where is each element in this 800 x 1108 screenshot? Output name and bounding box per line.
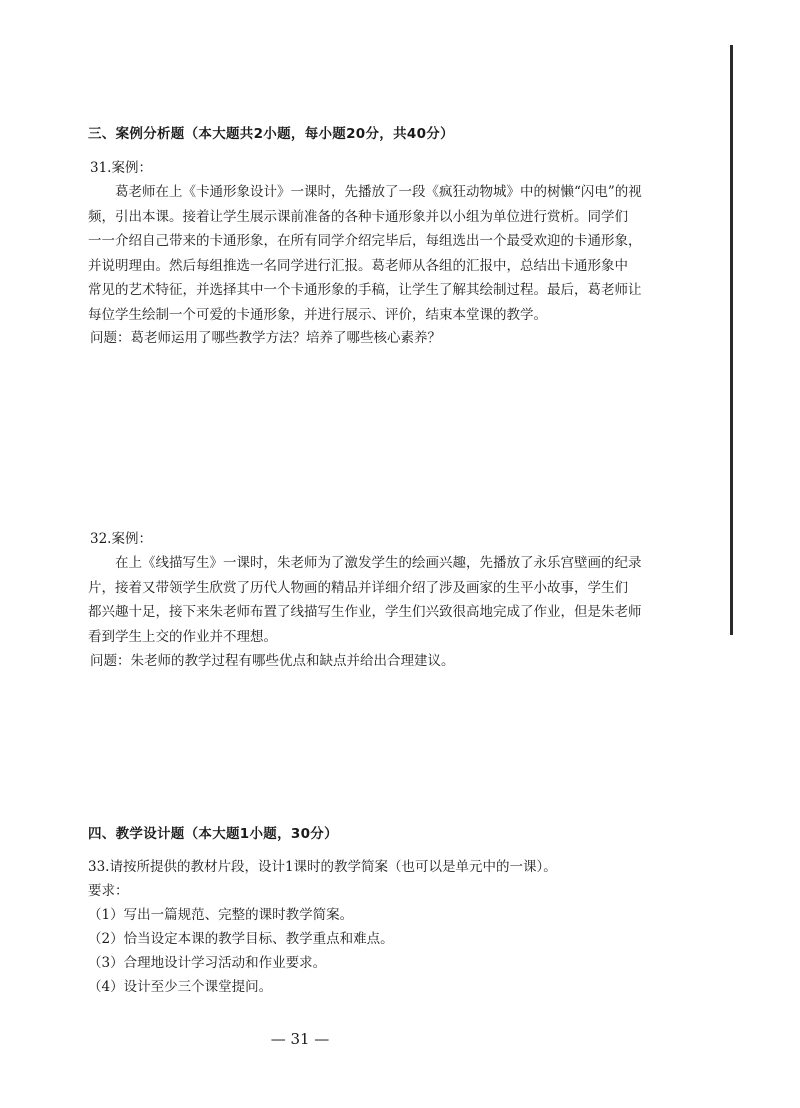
q32-line-2: 片，接着又带领学生欣赏了历代人物画的精品并详细介绍了涉及画家的生平小故事，学生们 — [88, 579, 628, 596]
scan-margin-line — [730, 45, 733, 635]
q33-requirement-3: （3）合理地设计学习活动和作业要求。 — [88, 955, 327, 971]
q31-line-1: 葛老师在上《卡通形象设计》一课时，先播放了一段《疯狂动物城》中的树懒“闪电”的视 — [115, 184, 642, 200]
q33-requirement-1: （1）写出一篇规范、完整的课时教学简案。 — [88, 907, 354, 923]
q32-question: 问题：朱老师的教学过程有哪些优点和缺点并给出合理建议。 — [90, 653, 455, 669]
q33-requirement-2: （2）恰当设定本课的教学目标、教学重点和难点。 — [88, 931, 394, 947]
q33-requirement-4: （4）设计至少三个课堂提问。 — [88, 979, 273, 995]
q32-case-text — [88, 551, 684, 649]
q32-label: 32.案例： — [90, 531, 152, 547]
q32-line-1: 在上《线描写生》一课时，朱老师为了激发学生的绘画兴趣，先播放了永乐宫壁画的纪录 — [115, 555, 642, 571]
q31-line-6: 每位学生绘制一个可爱的卡通形象，并进行展示、评价，结束本堂课的教学。 — [88, 306, 547, 323]
q31-line-2: 频，引出本课。接着让学生展示课前准备的各种卡通形象并以小组为单位进行赏析。同学们 — [88, 208, 628, 225]
q33-requirements-label: 要求： — [88, 883, 129, 899]
section-3-heading: 三、案例分析题（本大题共2小题，每小题20分，共40分） — [88, 126, 454, 142]
q31-line-5: 常见的艺术特征，并选择其中一个卡通形象的手稿，让学生了解其绘制过程。最后，葛老师让 — [88, 282, 642, 298]
q31-question: 问题：葛老师运用了哪些教学方法？培养了哪些核心素养？ — [90, 330, 441, 346]
q31-case-text — [88, 180, 684, 327]
q31-label: 31.案例： — [90, 160, 152, 176]
q33-prompt: 33.请按所提供的教材片段，设计1课时的教学简案（也可以是单元中的一课）。 — [88, 859, 557, 875]
q32-line-4: 看到学生上交的作业并不理想。 — [88, 628, 277, 645]
section-4-heading: 四、教学设计题（本大题1小题，30分） — [88, 826, 338, 842]
q32-line-3: 都兴趣十足，接下来朱老师布置了线描写生作业，学生们兴致很高地完成了作业，但是朱老师 — [88, 604, 642, 620]
page-number: — 31 — — [270, 1030, 330, 1048]
q31-line-4: 并说明理由。然后每组推选一名同学进行汇报。葛老师从各组的汇报中，总结出卡通形象中 — [88, 257, 628, 274]
q31-line-3: 一一介绍自己带来的卡通形象，在所有同学介绍完毕后，每组选出一个最受欢迎的卡通形象， — [88, 233, 642, 249]
